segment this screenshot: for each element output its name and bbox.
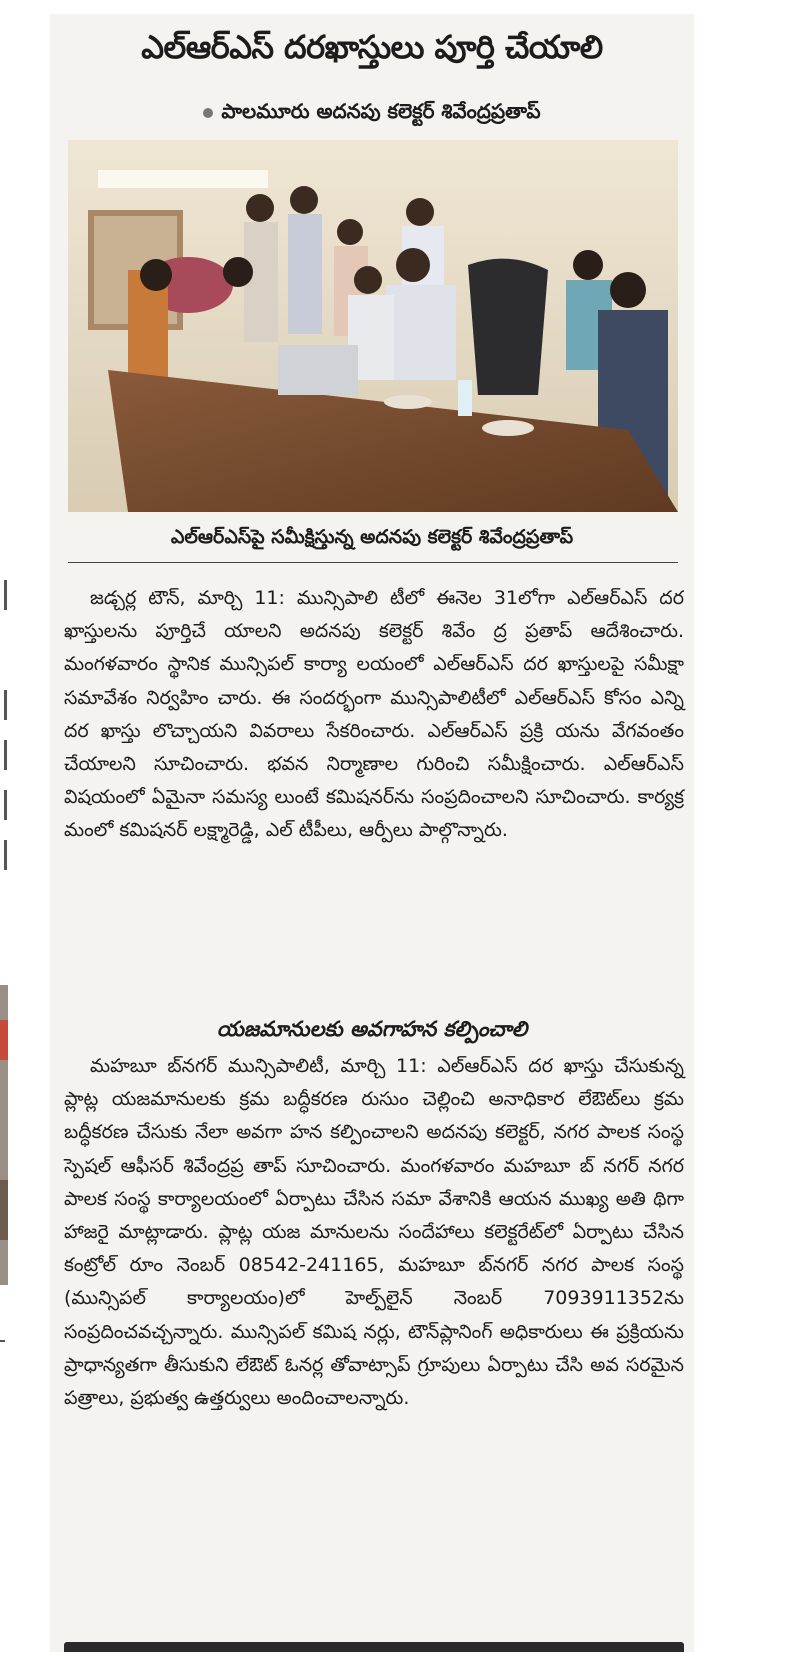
bullet-icon: [203, 108, 213, 118]
byline-text: పాలమూరు అదనపు కలెక్టర్‌ శివేంద్రప్రతాప్‌: [221, 99, 541, 123]
photo-caption: ఎల్‌ఆర్‌ఎస్‌పై సమీక్షిస్తున్న అదనపు కలెక్టర్‌ శివేంద్రప్రతాప్‌: [170, 526, 574, 548]
article-paragraph-2: మహబూ బ్‌నగర్‌ మున్సిపాలిటీ, మార్చి 11: ఎల్‌ఆర్‌ఎస్‌ దర ఖాస్తు చేసుకున్న ప్లాట్ల యజమానులకు క్రమ బద్ధీకరణ రుసుం చెల్లించి అనాధికార లేఔట్‌లు క్రమ బద్ధీకరణ చేసుకు నేలా అవగా హన కల్పించాలని అదనపు కలెక్టర్‌, నగర పాలక సంస్థ స్పెషల్‌ ఆఫీసర్‌ శివేంద్రప్ర తాప్‌ సూచించారు. మంగళవారం మహబూ బ్‌ నగర్‌ నగర పాలక సంస్థ కార్యాలయంలో ఏర్పాటు చేసిన సమా వేశానికి ఆయన ముఖ్య అతి థిగా హాజరై మాట్లాడారు. ప్లాట్ల యజ మానులను సందేహాలు కలెక్టరేట్‌లో ఏర్పాటు చేసిన కంట్రోల్‌ రూం నెంబర్‌ 08542-241165, మహబూ బ్‌నగర్‌ నగర పాలక సంస్థ (మున్సిపల్‌ కార్యాలయం)లో హెల్ప్‌లైన్‌ నెంబర్‌ 7093911352ను సంప్రదించవచ్చన్నారు. మున్సిపల్‌ కమిష నర్లు, టౌన్‌ప్లానింగ్‌ అధికారులు ఈ ప్రక్రియను ప్రాధాన్యతగా తీసుకుని లేఔట్‌ ఓనర్ల తోవాట్సాప్‌ గ్రూపులు ఏర్పాటు చేసి అవ సరమైన పత్రాలు, ప్రభుత్వ ఉత్తర్వులు అందించాలన్నారు.: [64, 1055, 684, 1410]
article-paragraph-1: జడ్చర్ల టౌన్‌, మార్చి 11: మున్సిపాలి టీలో ఈనెల 31లోగా ఎల్‌ఆర్‌ఎస్‌ దర ఖాస్తులను పూర్తిచే యాలని అదనపు కలెక్టర్‌ శివేం ద్ర ప్రతాప్‌ ఆదేశించారు. మంగళవారం స్థానిక మున్సిపల్‌ కార్యా లయంలో ఎల్‌ఆర్‌ఎస్‌ దర ఖాస్తులపై సమీక్షా సమావేశం నిర్వహిం చారు. ఈ సందర్భంగా మున్సిపాలిటీలో ఎల్‌ఆర్‌ఎస్‌ కోసం ఎన్ని దర ఖాస్తు లొచ్చాయని వివరాలు సేకరించారు. ఎల్‌ఆర్‌ఎస్‌ ప్రక్రి యను వేగవంతం చేయాలని సూచించారు. భవన నిర్మాణాల గురించి సమీక్షించారు. ఎల్‌ఆర్‌ఎస్‌ విషయంలో ఏమైనా సమస్య లుంటే కమిషనర్‌ను సంప్రదించాలని సూచించారు. కార్యక్ర మంలో కమిషనర్‌ లక్ష్మారెడ్డి, ఎల్‌ టీపీలు, ఆర్పీలు పాల్గొన్నారు.: [64, 587, 684, 842]
caption-divider: [68, 562, 678, 563]
article-headline: ఎల్‌ఆర్‌ఎస్‌ దరఖాస్తులు పూర్తి చేయాలి: [141, 28, 603, 66]
article-byline: [50, 97, 694, 125]
article-photo: [68, 140, 678, 512]
article-subheading: యజమానులకు అవగాహన కల్పించాలి: [216, 1017, 528, 1041]
next-headline-cutoff: [64, 1638, 684, 1652]
adjacent-column-strip: [0, 0, 22, 1652]
